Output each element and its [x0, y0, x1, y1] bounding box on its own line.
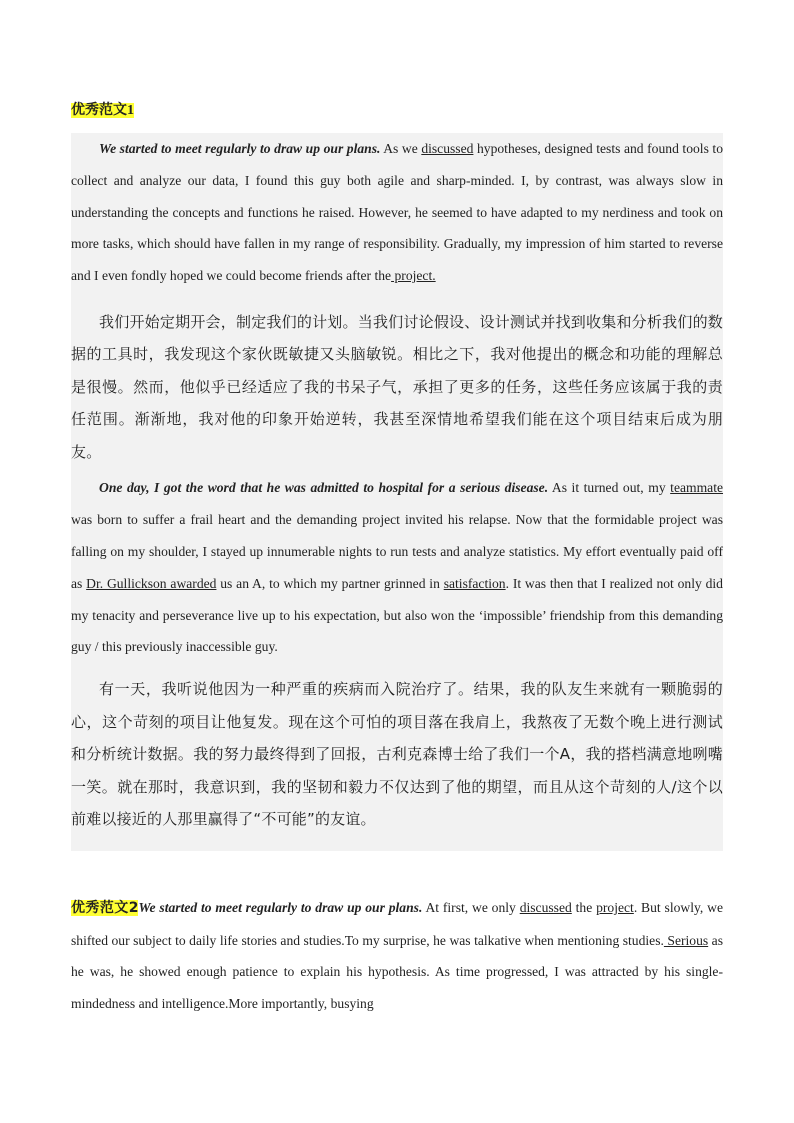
underlined-word: Serious: [663, 932, 709, 948]
underlined-word: discussed: [519, 900, 572, 915]
underlined-word: teammate: [670, 480, 724, 496]
essay2-text: as he was, he showed enough patience to explain his hypothesis. As time progressed, I was attracted by his single-mindedness and intelligence.More importantly, busying: [71, 932, 723, 1011]
essay2-text: the: [571, 900, 597, 915]
essay1-para1-text: hypotheses, designed tests and found tools to collect and analyze our data, I found this guy both agile and sharp-minded. I, by contrast, was always slow in understanding the concepts and functions he raised. However, he seemed to have adapted to my nerdiness and took on more tasks, which should have fallen in my range of responsibility. Gradually, my impression of him started to reverse and I even fondly hoped we could become friends after the: [71, 141, 723, 284]
underlined-word: project: [596, 900, 634, 915]
essay1-block: [71, 133, 723, 851]
essay2-para: [71, 892, 723, 1019]
essay2-text: At first, we only: [422, 900, 520, 915]
essay2-heading: 优秀范文2: [71, 900, 139, 916]
essay1-para2-lead: One day, I got the word that he was admitted to hospital for a serious disease.: [99, 480, 549, 496]
essay1-para1: [71, 133, 723, 292]
underlined-word: discussed: [421, 141, 474, 156]
essay1-para2: [71, 472, 723, 663]
underlined-word: Dr. Gullickson awarded: [86, 575, 217, 591]
essay1-para2-text: . It was then that I realized not only did my tenacity and perseverance live up to his expectation, but also won the ‘impossible’ friendship from this demanding guy / this previously inaccessible guy.: [71, 575, 723, 655]
underlined-word: project.: [391, 268, 436, 284]
underlined-word: satisfaction: [443, 575, 506, 591]
essay1-para2-translation: 有一天，我听说他因为一种严重的疾病而入院治疗了。结果，我的队友生来就有一颗脆弱的心，这个苛刻的项目让他复发。现在这个可怕的项目落在我肩上，我熬夜了无数个晚上进行测试和分析统计数据。我的努力最终得到了回报，古利克森博士给了我们一个A，我的搭档满意地咧嘴一笑。就在那时，我意识到，我的坚韧和毅力不仅达到了他的期望，而且从这个苛刻的人/这个以前难以接近的人那里赢得了“不可能”的友谊。: [71, 680, 723, 829]
essay1-para2-text: As it turned out, my: [548, 480, 671, 496]
essay1-para1-text: As we: [380, 141, 422, 156]
essay1-para2-text: us an A, to which my partner grinned in: [216, 575, 444, 591]
essay2-text: . But slowly, we shifted our subject to daily life stories and studies.To my surprise, he was talkative when mentioning studies.: [71, 900, 723, 948]
essay2-block: [71, 892, 723, 1019]
essay1-para1-translation: 我们开始定期开会，制定我们的计划。当我们讨论假设、设计测试并找到收集和分析我们的数据的工具时，我发现这个家伙既敏捷又头脑敏锐。相比之下，我对他提出的概念和功能的理解总是很慢。然而，他似乎已经适应了我的书呆子气，承担了更多的任务，这些任务应该属于我的责任范围。渐渐地，我对他的印象开始逆转，我甚至深情地希望我们能在这个项目结束后成为朋友。: [71, 312, 723, 461]
essay2-lead: We started to meet regularly to draw up our plans.: [138, 900, 423, 915]
essay1-heading-text: 优秀范文1: [71, 103, 134, 118]
essay1-para1-lead: We started to meet regularly to draw up our plans.: [99, 141, 381, 156]
essay1-heading: [71, 101, 134, 121]
essay1-para2-text: was born to suffer a frail heart and the demanding project invited his relapse. Now that the formidable project was falling on my shoulder, I stayed up innumerable nights to run tests and analyze statistics. My effort eventually paid off as: [71, 512, 723, 591]
